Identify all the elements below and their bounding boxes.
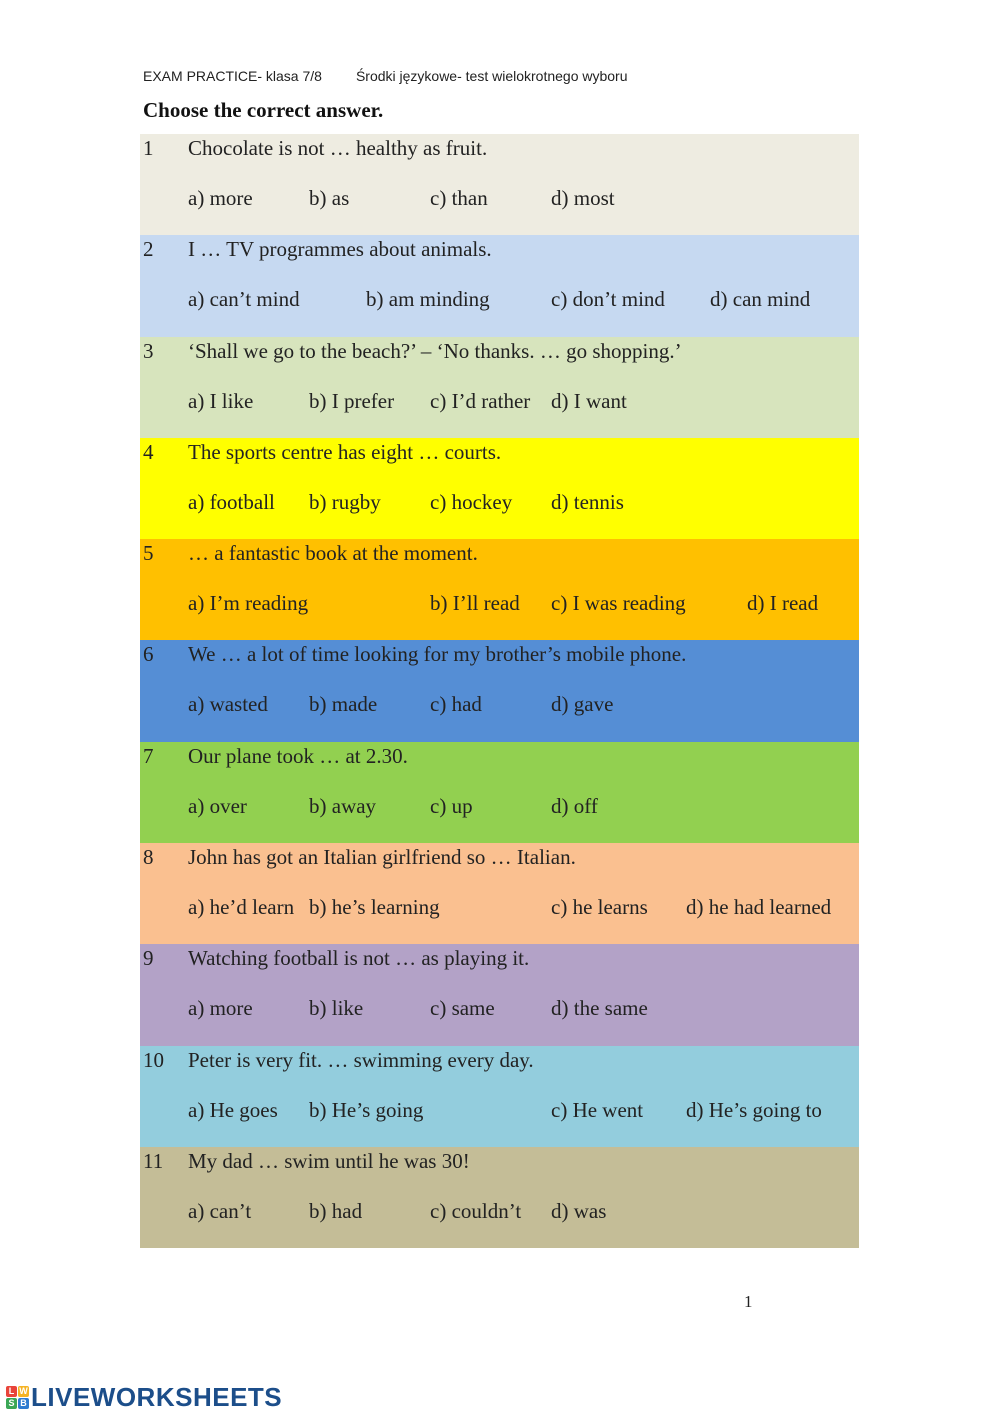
answer-option[interactable]: d) he had learned	[686, 895, 832, 920]
page-header	[143, 68, 628, 84]
question-number: 6	[143, 642, 154, 667]
answer-option[interactable]: b) he’s learning	[309, 895, 440, 920]
question-row	[140, 134, 859, 235]
logo-mark-cell: B	[18, 1398, 29, 1409]
answer-option[interactable]: c) don’t mind	[551, 287, 665, 312]
question-number: 8	[143, 845, 154, 870]
answer-option[interactable]: d) most	[551, 186, 615, 210]
answer-option[interactable]: d) can mind	[710, 287, 811, 312]
answer-option[interactable]: a) over	[188, 793, 247, 818]
answer-option[interactable]: d) He’s going to	[686, 1097, 822, 1122]
liveworksheets-logo	[6, 1382, 282, 1413]
answer-option[interactable]: a) football	[188, 489, 275, 514]
answer-option[interactable]: b) away	[309, 793, 377, 818]
answer-option[interactable]: b) rugby	[309, 489, 381, 514]
question-stem: Watching football is not … as playing it.	[188, 946, 530, 971]
question-number: 2	[143, 237, 154, 262]
question-stem: We … a lot of time looking for my brother’s mobile phone.	[188, 642, 687, 667]
question-row	[140, 539, 859, 640]
question-stem: John has got an Italian girlfriend so … Italian.	[188, 845, 576, 870]
question-row	[140, 640, 859, 741]
question-row	[140, 1147, 859, 1248]
question-number: 9	[143, 946, 154, 971]
logo-mark-cell: W	[19, 1386, 28, 1396]
question-number: 3	[143, 338, 154, 363]
answer-option[interactable]: a) I’m reading	[188, 591, 309, 616]
question-row	[140, 337, 859, 438]
answer-option[interactable]: a) more	[188, 186, 253, 210]
header-topic: Środki językowe- test wielokrotnego wyboru	[355, 68, 628, 84]
question-stem: The sports centre has eight … courts.	[188, 439, 502, 464]
question-stem: Chocolate is not … healthy as fruit.	[188, 136, 488, 160]
question-number: 5	[143, 541, 154, 566]
question-row	[140, 1046, 859, 1147]
answer-option[interactable]: b) made	[309, 692, 378, 717]
answer-option[interactable]: c) I was reading	[551, 591, 686, 616]
answer-option[interactable]: c) couldn’t	[430, 1198, 522, 1223]
answer-option[interactable]: d) tennis	[551, 489, 624, 514]
answer-option[interactable]: c) up	[430, 793, 473, 818]
answer-option[interactable]: c) than	[430, 186, 488, 210]
logo-mark-cell: L	[6, 1386, 17, 1397]
answer-option[interactable]: c) He went	[551, 1097, 644, 1122]
answer-option[interactable]: a) I like	[188, 388, 254, 413]
answer-option[interactable]: c) had	[430, 692, 482, 717]
answer-option[interactable]: a) can’t mind	[188, 287, 300, 312]
question-stem: My dad … swim until he was 30!	[188, 1148, 470, 1173]
logo-mark-icon	[6, 1386, 29, 1409]
question-row	[140, 438, 859, 539]
answer-option[interactable]: b) I’ll read	[430, 591, 520, 616]
answer-option[interactable]: d) gave	[551, 692, 614, 717]
question-number: 4	[143, 439, 154, 464]
answer-option[interactable]: d) I want	[551, 388, 627, 413]
answer-option[interactable]: b) had	[309, 1198, 363, 1223]
question-row	[140, 843, 859, 944]
question-number: 7	[143, 743, 154, 768]
question-row	[140, 944, 859, 1045]
answer-option[interactable]: c) same	[430, 996, 495, 1021]
answer-option[interactable]: c) I’d rather	[430, 388, 531, 413]
answer-option[interactable]: a) more	[188, 996, 253, 1021]
answer-option[interactable]: b) as	[309, 186, 350, 210]
instruction-heading: Choose the correct answer.	[143, 98, 384, 122]
question-stem: Peter is very fit. … swimming every day.	[188, 1047, 534, 1072]
question-stem: … a fantastic book at the moment.	[188, 541, 478, 566]
answer-option[interactable]: a) he’d learn	[188, 895, 295, 920]
page-number: 1	[744, 1292, 753, 1311]
answer-option[interactable]: d) I read	[747, 591, 819, 616]
logo-mark-cell: S	[6, 1398, 17, 1409]
header-course: EXAM PRACTICE- klasa 7/8	[143, 68, 322, 84]
question-number: 11	[143, 1148, 164, 1173]
answer-option[interactable]: a) He goes	[188, 1097, 278, 1122]
answer-option[interactable]: b) am minding	[366, 287, 490, 312]
answer-option[interactable]: a) can’t	[188, 1198, 252, 1223]
answer-option[interactable]: c) he learns	[551, 895, 648, 920]
question-stem: ‘Shall we go to the beach?’ – ‘No thanks. … go shopping.’	[188, 338, 682, 363]
logo-text: LIVEWORKSHEETS	[31, 1382, 283, 1412]
answer-option[interactable]: b) like	[309, 996, 364, 1021]
question-row	[140, 235, 859, 336]
answer-option[interactable]: d) off	[551, 793, 598, 818]
question-number: 1	[143, 136, 154, 160]
question-row	[140, 742, 859, 843]
answer-option[interactable]: b) He’s going	[309, 1097, 424, 1122]
question-stem: Our plane took … at 2.30.	[188, 743, 408, 768]
answer-option[interactable]: d) the same	[551, 996, 648, 1021]
question-number: 10	[143, 1047, 164, 1072]
question-stem: I … TV programmes about animals.	[188, 237, 492, 262]
answer-option[interactable]: a) wasted	[188, 692, 268, 717]
answer-option[interactable]: b) I prefer	[309, 388, 395, 413]
answer-option[interactable]: c) hockey	[430, 489, 513, 514]
question-list	[140, 134, 859, 1248]
answer-option[interactable]: d) was	[551, 1198, 607, 1223]
